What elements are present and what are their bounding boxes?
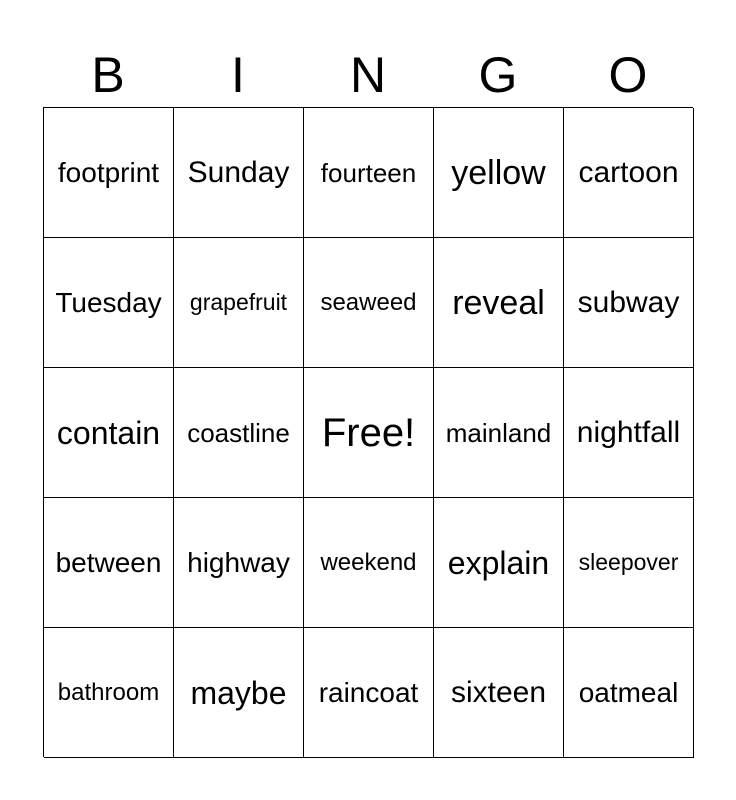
header-letter-g: G [478,47,518,103]
bingo-cell[interactable]: bathroom [44,628,174,758]
bingo-cell[interactable]: Sunday [174,108,304,238]
bingo-cell[interactable]: weekend [304,498,434,628]
bingo-cell[interactable]: yellow [434,108,564,238]
header-letter-i: I [231,47,245,103]
bingo-cell[interactable]: sixteen [434,628,564,758]
bingo-cell[interactable]: subway [564,238,694,368]
bingo-cell[interactable]: contain [44,368,174,498]
bingo-cell[interactable]: oatmeal [564,628,694,758]
header-letter-n: N [349,47,387,103]
bingo-board [43,107,693,757]
bingo-cell[interactable]: sleepover [564,498,694,628]
bingo-cell[interactable]: coastline [174,368,304,498]
bingo-cell[interactable]: nightfall [564,368,694,498]
bingo-cell[interactable]: raincoat [304,628,434,758]
bingo-cell[interactable]: highway [174,498,304,628]
bingo-cell[interactable]: grapefruit [174,238,304,368]
bingo-cell[interactable]: maybe [174,628,304,758]
bingo-cell[interactable]: between [44,498,174,628]
bingo-cell[interactable]: reveal [434,238,564,368]
bingo-header [43,42,693,108]
header-letter-o: O [608,47,648,103]
bingo-cell[interactable]: fourteen [304,108,434,238]
free-space-cell[interactable]: Free! [304,368,434,498]
bingo-cell[interactable]: cartoon [564,108,694,238]
bingo-cell[interactable]: mainland [434,368,564,498]
bingo-cell[interactable]: seaweed [304,238,434,368]
bingo-cell[interactable]: explain [434,498,564,628]
bingo-cell[interactable]: footprint [44,108,174,238]
header-letter-b: B [91,47,125,103]
bingo-cell[interactable]: Tuesday [44,238,174,368]
